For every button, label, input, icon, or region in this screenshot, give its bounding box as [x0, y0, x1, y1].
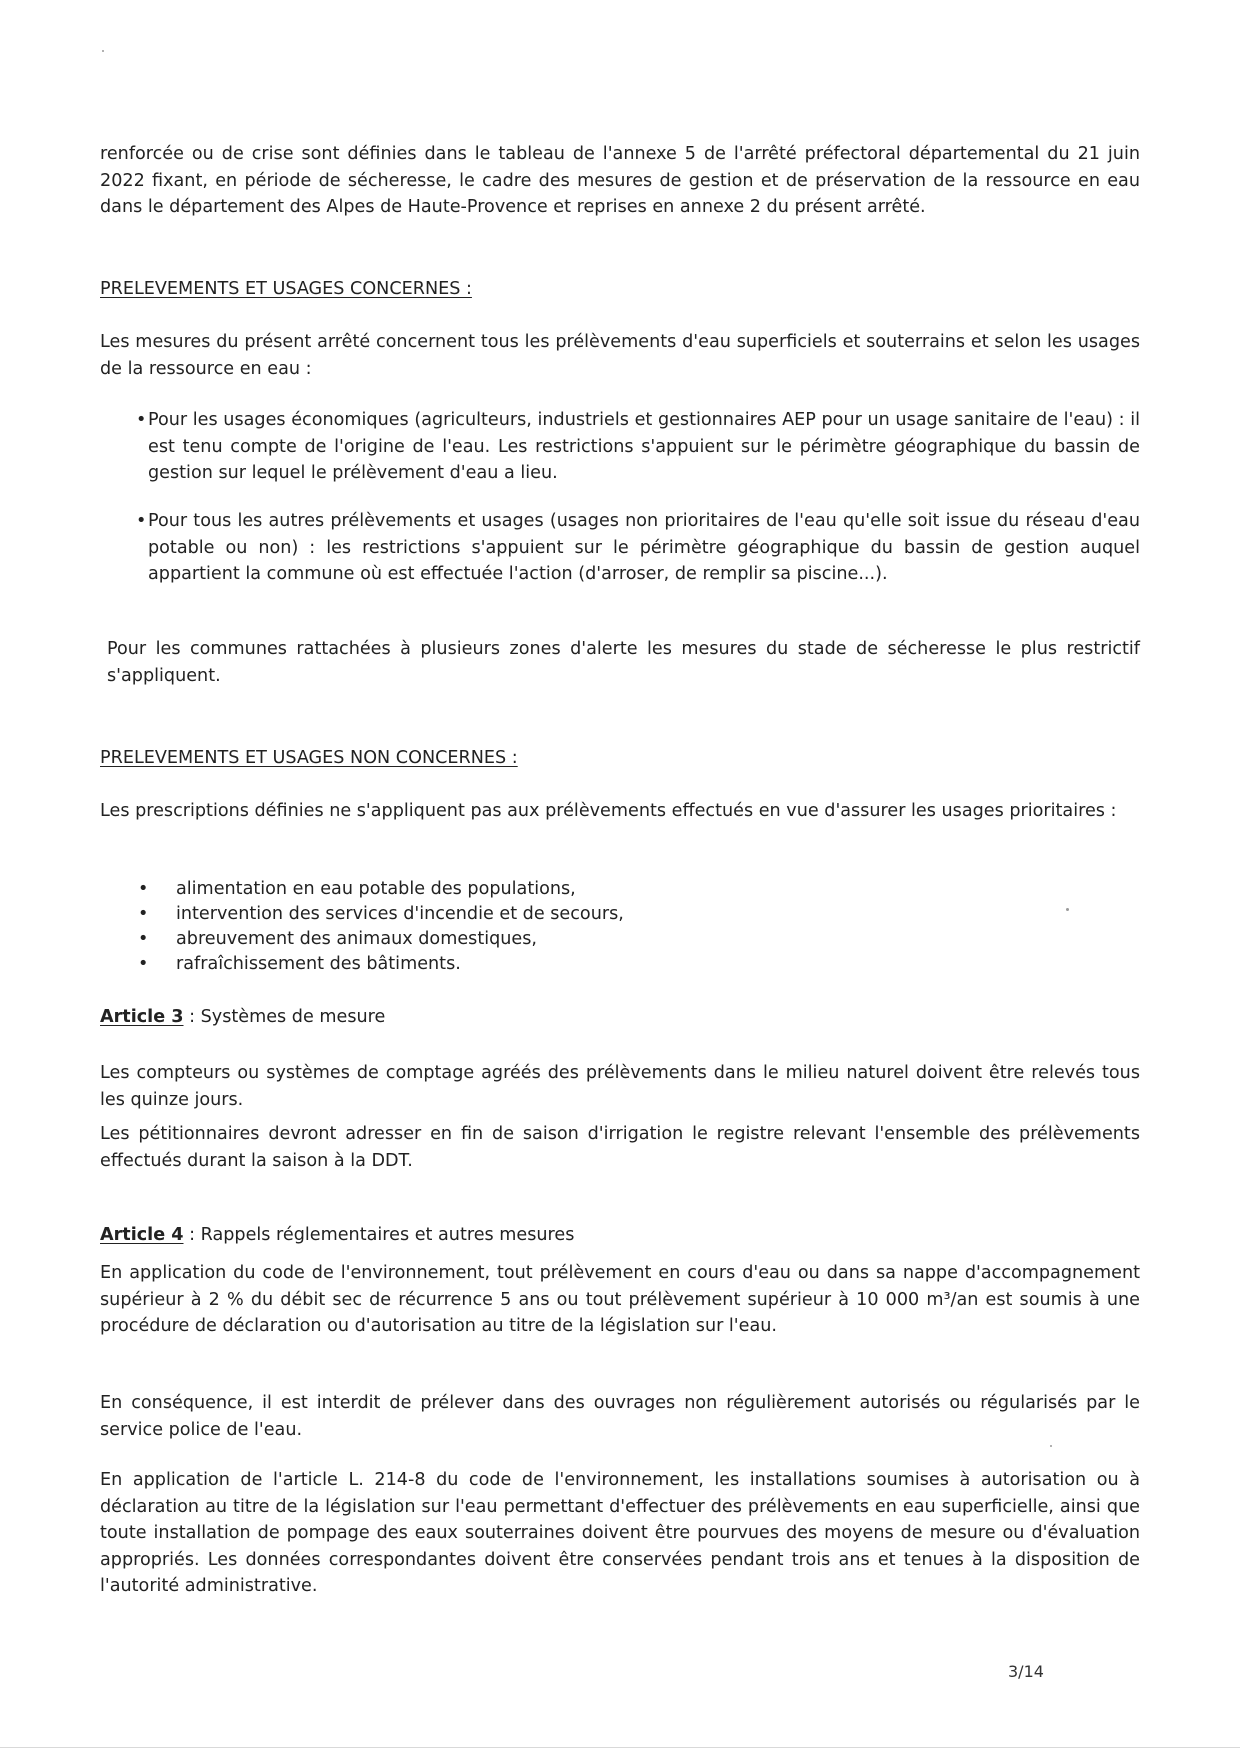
page-number: 3/14 — [1008, 1662, 1044, 1681]
list-item — [136, 407, 1140, 487]
list-item-text: rafraîchissement des bâtiments. — [176, 954, 461, 974]
scan-speck — [1050, 1445, 1052, 1447]
list-item — [136, 508, 1140, 588]
section-heading-non-concernes: PRELEVEMENTS ET USAGES NON CONCERNES : — [100, 748, 518, 768]
bullet-icon: • — [138, 879, 149, 899]
list-item-text: Pour les usages économiques (agriculteurs, industriels et gestionnaires AEP pour un usage sanitaire de l'eau) : il est tenu compte de l'origine de l'eau. Les restrictions s'appuient sur le périmètre géographique du bassin de gestion sur lequel le prélèvement d'eau a lieu. — [148, 410, 1140, 483]
section-non-concernes-intro: Les prescriptions définies ne s'appliquent pas aux prélèvements effectués en vue d'assurer les usages prioritaires : — [100, 801, 1117, 821]
bullet-icon: • — [138, 929, 149, 949]
list-item-text: Pour tous les autres prélèvements et usages (usages non prioritaires de l'eau qu'elle soit issue du réseau d'eau potable ou non) : les restrictions s'appuient sur le périmètre géographique du bassin de gestion auquel appartient la commune où est effectuée l'action (d'arroser, de remplir sa piscine...). — [148, 511, 1140, 584]
list-item — [138, 927, 538, 952]
article-4-label: Article 4 — [100, 1225, 184, 1245]
section-concernes-intro: Les mesures du présent arrêté concernent tous les prélèvements d'eau superficiels et souterrains et selon les usages de la ressource en eau : — [100, 332, 1140, 379]
bullet-icon: • — [138, 954, 149, 974]
article-3-paragraph: Les pétitionnaires devront adresser en fin de saison d'irrigation le registre relevant l'ensemble des prélèvements effectués durant la saison à la DDT. — [100, 1124, 1140, 1171]
article-4-paragraph: En conséquence, il est interdit de prélever dans des ouvrages non régulièrement autorisés ou régularisés par le service police de l'eau. — [100, 1393, 1140, 1440]
article-4-heading — [100, 1222, 574, 1249]
list-item-text: abreuvement des animaux domestiques, — [176, 929, 538, 949]
list-item — [138, 902, 624, 927]
article-3-label: Article 3 — [100, 1007, 184, 1027]
article-3-paragraph: Les compteurs ou systèmes de comptage agréés des prélèvements dans le milieu naturel doivent être relevés tous les quinze jours. — [100, 1063, 1140, 1110]
list-item — [138, 952, 461, 977]
section-heading-concernes: PRELEVEMENTS ET USAGES CONCERNES : — [100, 279, 472, 299]
bullet-icon: • — [136, 410, 147, 430]
list-item-text: alimentation en eau potable des populations, — [176, 879, 576, 899]
article-4-paragraph: En application du code de l'environnement, tout prélèvement en cours d'eau ou dans sa nappe d'accompagnement supérieur à 2 % du débit sec de récurrence 5 ans ou tout prélèvement supérieur à 10 000 m³/an est soumis à une procédure de déclaration ou d'autorisation au titre de la législation sur l'eau. — [100, 1263, 1140, 1336]
scan-speck — [1066, 908, 1069, 911]
intro-paragraph: renforcée ou de crise sont définies dans le tableau de l'annexe 5 de l'arrêté préfectoral départemental du 21 juin 2022 fixant, en période de sécheresse, le cadre des mesures de gestion et de préservation de la ressource en eau dans le département des Alpes de Haute-Provence et reprises en annexe 2 du présent arrêté. — [100, 144, 1140, 217]
bullet-icon: • — [136, 511, 147, 531]
scan-speck — [102, 50, 104, 52]
article-4-paragraph: En application de l'article L. 214-8 du code de l'environnement, les installations soumises à autorisation ou à déclaration au titre de la législation sur l'eau permettant d'effectuer des prélèvements en eau superficielle, ainsi que toute installation de pompage des eaux souterraines doivent être pourvues des moyens de mesure ou d'évaluation appropriés. Les données correspondantes doivent être conservées pendant trois ans et tenues à la disposition de l'autorité administrative. — [100, 1470, 1140, 1596]
section-concernes-note: Pour les communes rattachées à plusieurs zones d'alerte les mesures du stade de sécheresse le plus restrictif s'appliquent. — [107, 639, 1140, 686]
scan-bottom-edge — [0, 1747, 1240, 1748]
article-4-title: : Rappels réglementaires et autres mesures — [183, 1225, 575, 1245]
article-3-heading — [100, 1004, 385, 1031]
bullet-icon: • — [138, 904, 149, 924]
list-item-text: intervention des services d'incendie et de secours, — [176, 904, 624, 924]
list-item — [138, 877, 576, 902]
article-3-title: : Systèmes de mesure — [183, 1007, 386, 1027]
